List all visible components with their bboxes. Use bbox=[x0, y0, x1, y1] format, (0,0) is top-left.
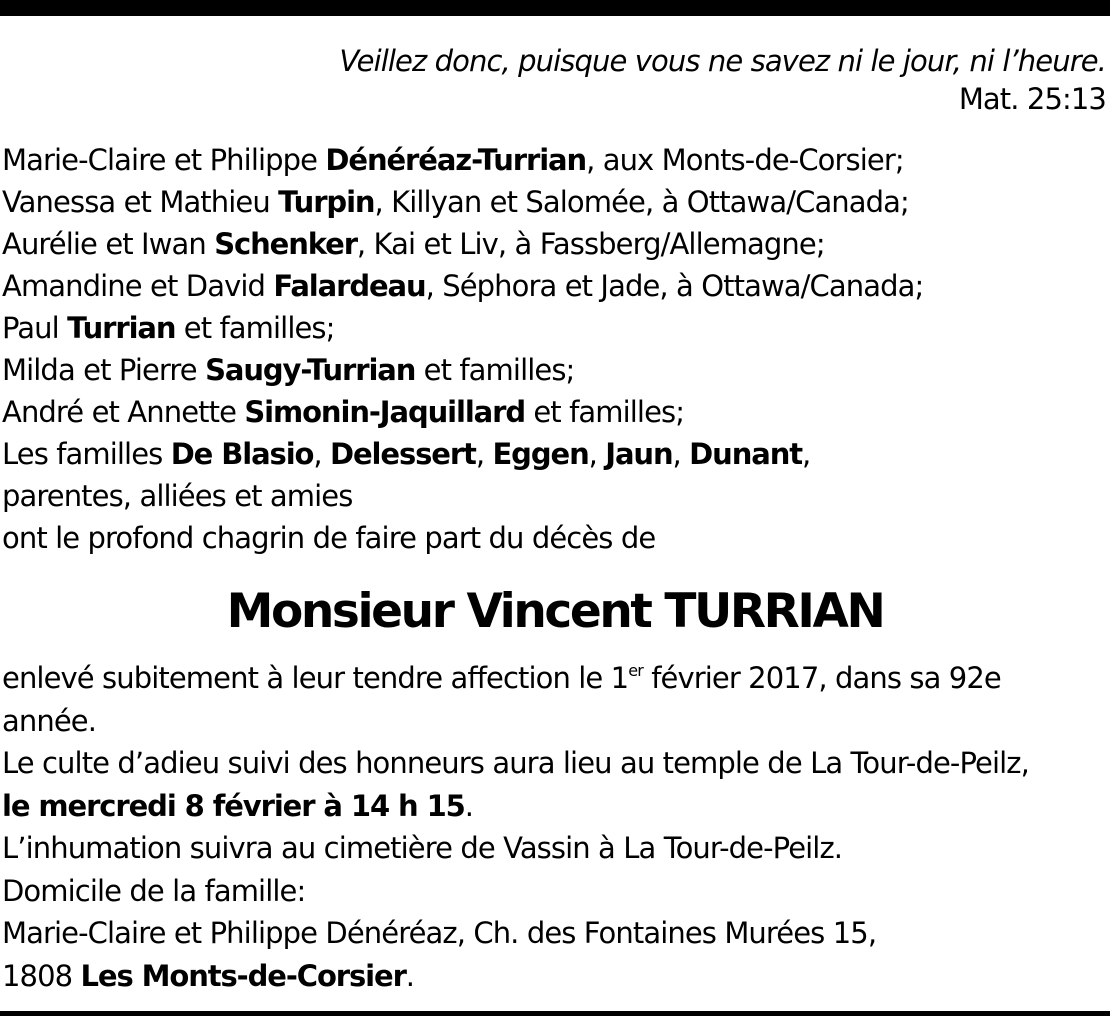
separator: , bbox=[475, 437, 493, 471]
mourner-text: Vanessa et Mathieu bbox=[2, 185, 279, 219]
verse-reference: Mat. 25:13 bbox=[958, 82, 1106, 116]
death-text-part: enlevé subitement à leur tendre affection le 1 bbox=[2, 661, 629, 695]
family-name: Turpin bbox=[278, 185, 375, 219]
death-notice-line bbox=[2, 657, 1108, 700]
families-prefix: Les familles bbox=[2, 437, 171, 471]
family-name: Dénéréaz-Turrian bbox=[325, 143, 587, 177]
separator: , bbox=[672, 437, 690, 471]
domicile-locality-line bbox=[2, 955, 1108, 998]
locality: Les Monts-de-Corsier bbox=[80, 958, 406, 993]
family-name: Jaun bbox=[605, 437, 673, 471]
burial-line: L’inhumation suivra au cimetière de Vassin à La Tour-de-Peilz. bbox=[2, 831, 843, 865]
family-name: Eggen bbox=[492, 437, 589, 471]
service-line: Le culte d’adieu suivi des honneurs aura lieu au temple de La Tour-de-Peilz, bbox=[2, 746, 1029, 780]
ordinal-suffix: er bbox=[628, 661, 643, 680]
relatives-line: parentes, alliées et amies bbox=[2, 479, 353, 513]
family-name: Falardeau bbox=[273, 269, 426, 303]
verse-quote: Veillez donc, puisque vous ne savez ni le jour, ni l’heure. bbox=[339, 44, 1106, 78]
notice-details bbox=[2, 657, 1108, 997]
mourner-text: Amandine et David bbox=[2, 269, 274, 303]
mourner-text: , Kai et Liv, à Fassberg/Allemagne; bbox=[356, 227, 825, 261]
death-notice-line-2: année. bbox=[2, 703, 97, 738]
mourner-line bbox=[2, 307, 923, 349]
mourner-text: André et Annette bbox=[2, 395, 245, 429]
mourners-list bbox=[2, 139, 923, 559]
postal-code: 1808 bbox=[2, 958, 81, 993]
family-name: Delessert bbox=[330, 437, 476, 471]
mourner-line bbox=[2, 181, 923, 223]
mourner-line bbox=[2, 349, 923, 391]
service-date-time: le mercredi 8 février à 14 h 15 bbox=[2, 788, 465, 823]
domicile-label: Domicile de la famille: bbox=[2, 873, 306, 908]
separator: , bbox=[802, 437, 811, 471]
separator: . bbox=[464, 788, 474, 823]
separator: , bbox=[588, 437, 606, 471]
mourner-text: Paul bbox=[2, 311, 68, 345]
families-line bbox=[2, 433, 923, 475]
top-rule bbox=[0, 0, 1110, 16]
service-date-line bbox=[2, 785, 1108, 828]
death-text bbox=[2, 657, 1001, 700]
mourner-text: et familles; bbox=[415, 353, 575, 387]
death-text-part: février 2017, dans sa 92e bbox=[642, 661, 1001, 695]
mourner-line bbox=[2, 223, 923, 265]
separator: , bbox=[313, 437, 331, 471]
mourner-text: , Séphora et Jade, à Ottawa/Canada; bbox=[425, 269, 924, 303]
family-name: Saugy-Turrian bbox=[205, 353, 416, 387]
family-name: Simonin-Jaquillard bbox=[244, 395, 526, 429]
separator: . bbox=[405, 958, 415, 993]
family-name: Turrian bbox=[67, 311, 176, 345]
mourner-text: Milda et Pierre bbox=[2, 353, 206, 387]
mourner-text: Aurélie et Iwan bbox=[2, 227, 215, 261]
family-name: De Blasio bbox=[170, 437, 314, 471]
mourner-text: Marie-Claire et Philippe bbox=[2, 143, 326, 177]
mourner-line bbox=[2, 391, 923, 433]
mourner-line bbox=[2, 139, 923, 181]
mourner-text: et familles; bbox=[175, 311, 335, 345]
deceased-name: Monsieur Vincent TURRIAN bbox=[226, 584, 884, 639]
bottom-rule bbox=[0, 1011, 1110, 1016]
mourner-text: et familles; bbox=[525, 395, 685, 429]
family-name: Dunant bbox=[689, 437, 803, 471]
mourner-line bbox=[2, 265, 923, 307]
bible-verse bbox=[339, 42, 1106, 118]
domicile-address: Marie-Claire et Philippe Dénéréaz, Ch. des Fontaines Murées 15, bbox=[2, 916, 877, 950]
family-name: Schenker bbox=[214, 227, 357, 261]
mourner-text: , Killyan et Salomée, à Ottawa/Canada; bbox=[374, 185, 909, 219]
announcement-line: ont le profond chagrin de faire part du décès de bbox=[2, 521, 656, 555]
mourner-text: , aux Monts-de-Corsier; bbox=[586, 143, 904, 177]
